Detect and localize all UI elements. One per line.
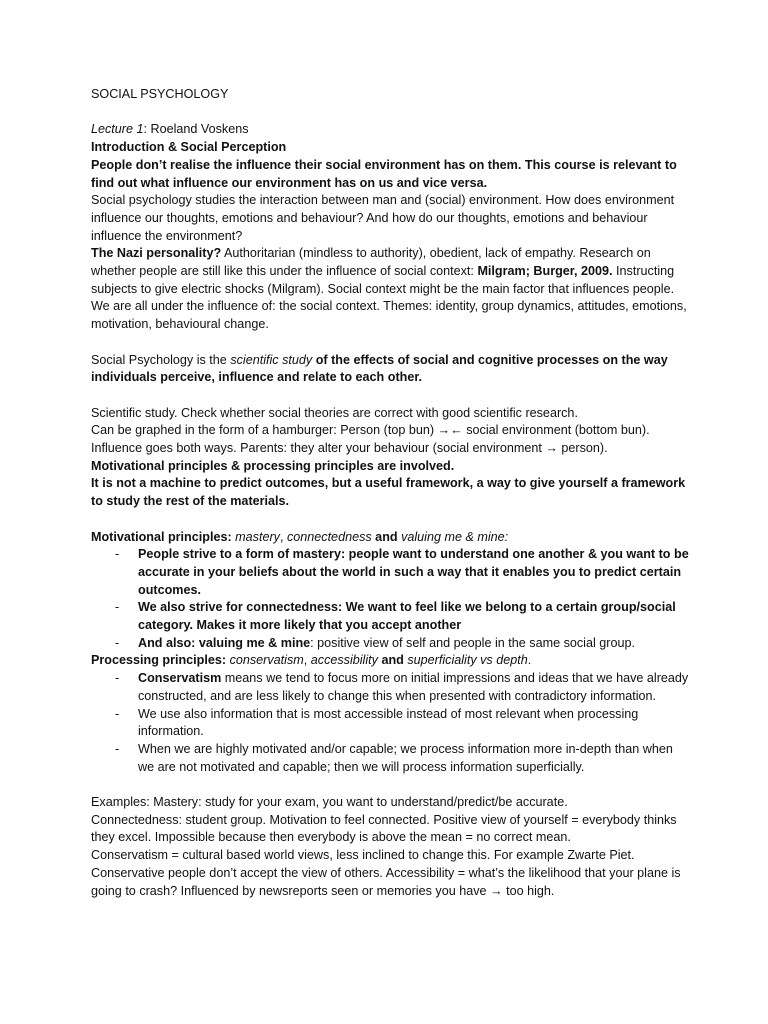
motivational-heading <box>91 529 691 547</box>
dash-bullet: - <box>115 600 120 615</box>
section-title: Introduction & Social Perception <box>91 140 287 155</box>
motivational-heading-and: and <box>371 529 402 544</box>
motivational-heading-valuing: valuing me & mine: <box>401 529 509 544</box>
list-item-text: means we tend to focus more on initial impressions and ideas that we have already constructed, and are less likely to change this when presented with contradictory information. <box>138 671 689 703</box>
processing-heading-conservatism: conservatism <box>229 653 304 668</box>
motivational-heading-connectedness: connectedness <box>286 529 372 544</box>
intro-paragraph-2: Social psychology studies the interaction between man and (social) environment. How does environment influence our thoughts, emotions and behaviour? And how do our thoughts, emotions and behaviour influence the environment? <box>91 193 675 243</box>
processing-heading-sep: , <box>303 653 311 668</box>
list-item-text: : positive view of self and people in the same social group. <box>310 635 635 650</box>
nazi-paragraph <box>91 245 691 334</box>
list-item-text: We use also information that is most accessible instead of most relevant when processing information. <box>138 706 639 739</box>
list-item <box>91 599 691 634</box>
lecture-line <box>91 121 691 139</box>
list-item-text: We also strive for <box>138 600 247 615</box>
dash-bullet: - <box>115 547 120 562</box>
processing-heading-superficiality: superficiality vs depth <box>407 653 528 668</box>
list-item-text: When we are highly motivated and/or capable; we process information more in-depth than when we are not motivated and capable; then we will process information superficially. <box>138 741 673 774</box>
nazi-question: The Nazi personality? <box>91 246 222 261</box>
processing-heading-period: . <box>527 653 532 668</box>
processing-heading-and: and <box>377 653 408 668</box>
definition-emphasis: scientific study <box>230 352 313 367</box>
science-line-4: Motivational principles & processing principles are involved. <box>91 458 455 473</box>
document-page <box>91 86 691 900</box>
processing-heading <box>91 652 691 670</box>
definition-text-1: Social Psychology is the <box>91 352 231 367</box>
spacer <box>91 776 691 794</box>
processing-heading-accessibility: accessibility <box>310 653 378 668</box>
examples-line-2: Connectedness: student group. Motivation to feel connected. Positive view of yourself = everybody thinks they excel. Impossible because then everybody is above the mean = no correct mean. <box>91 812 677 845</box>
spacer <box>91 511 691 529</box>
processing-heading-label: Processing principles: <box>91 653 230 668</box>
examples-line-3: Conservatism = cultural based world views, less inclined to change this. For example Zwarte Piet. Conservative people don’t accept the view of others. Accessibility = what’s the likelihood that your plane is going to crash? Influenced by newsreports seen or memories you have → too high. <box>91 848 681 898</box>
lecture-label: Lecture 1 <box>91 122 144 137</box>
definition-paragraph <box>91 352 691 387</box>
list-item-text: People strive to a form of mastery: people want to understand one another & you want to be accurate in your beliefs about the world in such a way that it enables you to predict certain outcomes. <box>138 547 689 597</box>
motivational-heading-label: Motivational principles: <box>91 529 232 544</box>
list-item <box>91 741 691 776</box>
document-title: SOCIAL PSYCHOLOGY <box>91 87 229 101</box>
science-line-1: Scientific study. Check whether social theories are correct with good scientific research. <box>91 405 578 420</box>
list-item-term: connectedness <box>246 600 338 615</box>
science-line-2: Can be graphed in the form of a hamburger: Person (top bun) →← social environment (bottom bun). <box>91 423 650 438</box>
dash-bullet: - <box>115 706 120 721</box>
motivational-heading-sep: , <box>279 529 287 544</box>
nazi-text-2: Instructing subjects to give electric shocks (Milgram). Social context might be the main factor that influences people. We are all under the influence of: the social context. Themes: identity, group dynamics, attitudes, emotions, motivation, behavioural change. <box>91 264 687 332</box>
science-line-5: It is not a machine to predict outcomes, but a useful framework, a way to give yourself a framework to study the rest of the materials. <box>91 476 686 509</box>
list-item-text: : We want to feel like we belong to a certain group/social category. Makes it more likely that you accept another <box>138 600 676 633</box>
list-item-term: valuing me & mine <box>198 635 311 650</box>
nazi-reference: Milgram; Burger, 2009. <box>477 264 613 279</box>
dash-bullet: - <box>115 671 120 686</box>
list-item <box>91 546 691 599</box>
spacer <box>91 387 691 405</box>
list-item <box>91 670 691 705</box>
list-item <box>91 706 691 741</box>
science-line-3: Influence goes both ways. Parents: they alter your behaviour (social environment → person). <box>91 441 608 456</box>
dash-bullet: - <box>115 741 120 756</box>
intro-paragraph-1: People don’t realise the influence their social environment has on them. This course is relevant to find out what influence our environment has on us and vice versa. <box>91 157 677 190</box>
lecture-speaker: : Roeland Voskens <box>143 122 249 137</box>
definition-text-2: of the effects of social and cognitive processes on the way individuals perceive, influence and relate to each other. <box>91 352 668 385</box>
motivational-heading-mastery: mastery <box>231 529 280 544</box>
spacer <box>91 334 691 352</box>
spacer <box>91 104 691 122</box>
list-item-term: Conservatism <box>138 671 222 686</box>
processing-list <box>91 670 691 776</box>
examples-line-1: Examples: Mastery: study for your exam, you want to understand/predict/be accurate. <box>91 795 568 810</box>
list-item <box>91 635 691 653</box>
dash-bullet: - <box>115 635 120 650</box>
motivational-list <box>91 546 691 652</box>
nazi-text-1: Authoritarian (mindless to authority), obedient, lack of empathy. Research on whether people are still like this under the influence of social context: <box>91 246 651 279</box>
list-item-text: And also: <box>138 635 199 650</box>
